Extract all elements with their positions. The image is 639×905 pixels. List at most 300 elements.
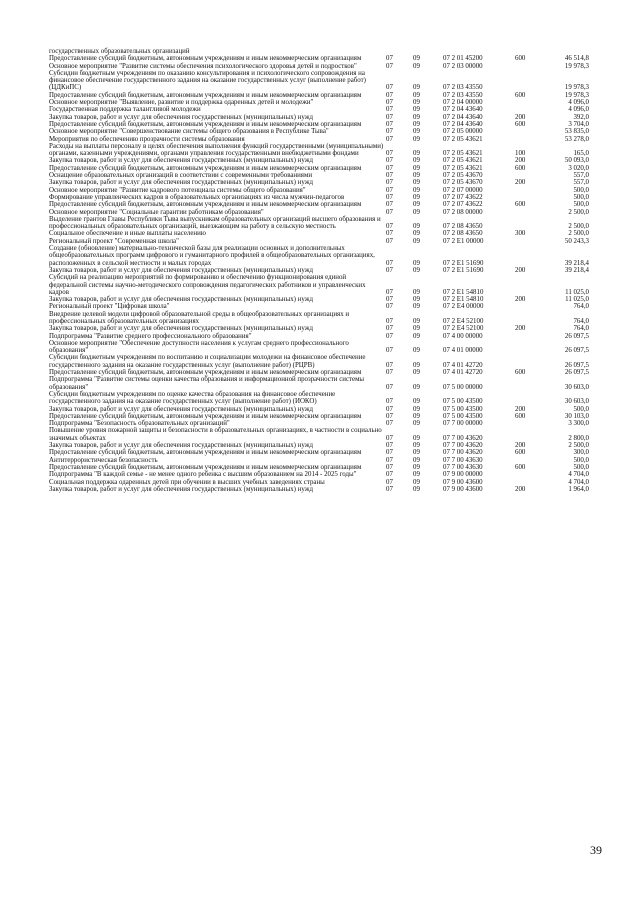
row-amount: 19 978,3 <box>564 84 589 92</box>
row-name: Закупка товаров, работ и услуг для обеспечения государственных (муниципальных) нужд <box>49 485 313 493</box>
row-section: 07 <box>386 303 393 311</box>
row-section: 07 <box>386 434 393 442</box>
row-subsection: 09 <box>413 434 420 442</box>
row-section: 07 <box>386 128 393 136</box>
row-name: Региональный проект "Цифровая школа" <box>49 303 170 311</box>
row-subsection: 09 <box>413 223 420 231</box>
row-amount: 300,0 <box>573 449 589 457</box>
row-amount: 26 097,5 <box>564 332 589 340</box>
row-name: Выделение грантов Главы Республики Тыва выпускникам образовательных организаций высшего образования и профессиональных образовательных организаций, выезжающим на работу в сельскую местность <box>49 215 381 231</box>
table-row <box>49 114 589 121</box>
row-section: 07 <box>386 120 393 128</box>
row-subsection: 09 <box>413 317 420 325</box>
row-subsection: 09 <box>413 420 420 428</box>
row-amount: 557,0 <box>573 172 589 180</box>
row-amount: 53 835,0 <box>564 128 589 136</box>
row-subsection: 09 <box>413 332 420 340</box>
row-subsection: 09 <box>413 128 420 136</box>
row-amount: 30 603,0 <box>564 398 589 406</box>
row-name: Антитеррористическая безопасность <box>49 456 158 464</box>
row-section: 07 <box>386 398 393 406</box>
row-amount: 4 704,0 <box>568 478 589 486</box>
row-name: Основное мероприятие "Обеспечение доступности населения к услугам среднего профессионального образования" <box>49 339 349 355</box>
table-row <box>49 238 589 245</box>
row-amount: 2 500,0 <box>568 442 589 450</box>
row-name: Основное мероприятие "Развитие кадрового потенциала системы общего образования" <box>49 186 306 194</box>
row-subsection: 09 <box>413 398 420 406</box>
row-name: Оснащение образовательных организаций в соответствии с современными требованиями <box>49 172 313 180</box>
row-target-article: 07 2 03 43550 <box>443 91 483 99</box>
row-expense-type: 200 <box>515 405 526 413</box>
row-target-article: 07 2 08 00000 <box>443 208 483 216</box>
row-target-article: 07 5 00 00000 <box>443 383 483 391</box>
row-target-article: 07 2 E1 51690 <box>443 259 484 267</box>
row-subsection: 09 <box>413 84 420 92</box>
row-amount: 1 964,0 <box>568 485 589 493</box>
table-row <box>49 479 589 486</box>
row-name: Предоставление субсидий бюджетным, автономным учреждениям и иным некоммерческим организациям <box>49 412 362 420</box>
row-target-article: 07 2 04 43640 <box>443 120 483 128</box>
row-amount: 2 800,0 <box>568 434 589 442</box>
row-amount: 26 097,5 <box>564 369 589 377</box>
row-section: 07 <box>386 55 393 63</box>
page-number: 39 <box>590 843 602 857</box>
row-section: 07 <box>386 485 393 493</box>
row-target-article: 07 2 04 43640 <box>443 106 483 114</box>
row-target-article: 07 2 05 00000 <box>443 128 483 136</box>
row-section: 07 <box>386 442 393 450</box>
row-target-article: 07 7 00 43630 <box>443 463 483 471</box>
row-amount: 26 097,5 <box>564 361 589 369</box>
table-row <box>49 48 589 55</box>
table-row <box>49 55 589 62</box>
row-target-article: 07 2 03 00000 <box>443 62 483 70</box>
table-row <box>49 296 589 303</box>
row-expense-type: 600 <box>515 91 526 99</box>
row-expense-type: 200 <box>515 325 526 333</box>
row-expense-type: 200 <box>515 179 526 187</box>
row-name: Мероприятия по обеспечению прозрачности системы образования <box>49 135 245 143</box>
row-amount: 46 514,8 <box>564 55 589 63</box>
row-section: 07 <box>386 135 393 143</box>
row-name: Субсидии бюджетным учреждениям по оценке качества образования на финансовое обеспечение государственного задания на оказание государственных услуг (выполнение работ) (ИОКО) <box>49 390 336 406</box>
row-section: 07 <box>386 405 393 413</box>
row-target-article: 07 2 E1 54810 <box>443 296 484 304</box>
row-subsection: 09 <box>413 193 420 201</box>
row-name: Подпрограмма "Безопасность образовательных организаций" <box>49 420 230 428</box>
row-section: 07 <box>386 157 393 165</box>
row-section: 07 <box>386 193 393 201</box>
row-amount: 4 096,0 <box>568 106 589 114</box>
row-target-article: 07 4 00 00000 <box>443 332 483 340</box>
row-target-article: 07 2 08 43650 <box>443 223 483 231</box>
row-subsection: 09 <box>413 135 420 143</box>
row-amount: 11 025,0 <box>565 296 589 304</box>
row-amount: 2 500,0 <box>568 223 589 231</box>
row-subsection: 09 <box>413 237 420 245</box>
row-amount: 50 243,3 <box>564 237 589 245</box>
row-name: Основное мероприятие "Совершенствование системы общего образования в Республике Тыва" <box>49 128 329 136</box>
table-row <box>49 128 589 135</box>
row-subsection: 09 <box>413 383 420 391</box>
table-row <box>49 333 589 340</box>
row-target-article: 07 9 00 43600 <box>443 478 483 486</box>
row-amount: 39 218,4 <box>564 266 589 274</box>
row-target-article: 07 5 00 43500 <box>443 405 483 413</box>
budget-table <box>49 48 589 493</box>
row-amount: 3 300,0 <box>568 420 589 428</box>
row-expense-type: 600 <box>515 201 526 209</box>
row-section: 07 <box>386 456 393 464</box>
row-section: 07 <box>386 259 393 267</box>
row-section: 07 <box>386 449 393 457</box>
row-section: 07 <box>386 369 393 377</box>
table-row <box>49 165 589 172</box>
row-section: 07 <box>386 420 393 428</box>
row-section: 07 <box>386 91 393 99</box>
row-subsection: 09 <box>413 91 420 99</box>
row-target-article: 07 2 E4 00000 <box>443 303 484 311</box>
row-name: Региональный проект "Современная школа" <box>49 237 179 245</box>
row-subsection: 09 <box>413 186 420 194</box>
row-name: Предоставление субсидий бюджетным, автономным учреждениям и иным некоммерческим организациям <box>49 91 362 99</box>
row-amount: 3 020,0 <box>568 164 589 172</box>
row-expense-type: 200 <box>515 485 526 493</box>
row-target-article: 07 2 05 43670 <box>443 172 483 180</box>
row-subsection: 09 <box>413 288 420 296</box>
row-subsection: 09 <box>413 471 420 479</box>
row-section: 07 <box>386 172 393 180</box>
row-amount: 500,0 <box>573 463 589 471</box>
row-target-article: 07 2 E1 51690 <box>443 266 484 274</box>
row-target-article: 07 2 03 43550 <box>443 84 483 92</box>
row-target-article: 07 2 05 43670 <box>443 179 483 187</box>
row-target-article: 07 9 00 43600 <box>443 485 483 493</box>
row-section: 07 <box>386 412 393 420</box>
table-row <box>49 216 589 231</box>
table-row <box>49 340 589 355</box>
row-name: Подпрограмма "Развитие среднего профессионального образования" <box>49 332 252 340</box>
row-subsection: 09 <box>413 55 420 63</box>
row-expense-type: 200 <box>515 113 526 121</box>
row-expense-type: 600 <box>515 449 526 457</box>
row-name: Субсидии бюджетным учреждениям по воспитанию и социализации молодежи на финансовое обеспечение государственного задания на оказание государственных услуг (выполнение работ) (РЦРВ) <box>49 354 366 369</box>
table-row <box>49 449 589 456</box>
row-amount: 30 103,0 <box>564 412 589 420</box>
row-name: Предоставление субсидий бюджетным, автономным учреждениям и иным некоммерческим организациям <box>49 120 362 128</box>
row-name: Основное мероприятие "Социальные гарантии работникам образования" <box>49 208 264 216</box>
row-subsection: 09 <box>413 208 420 216</box>
table-row <box>49 172 589 179</box>
table-row <box>49 406 589 413</box>
table-row <box>49 92 589 99</box>
row-amount: 165,0 <box>573 150 589 158</box>
row-subsection: 09 <box>413 405 420 413</box>
row-subsection: 09 <box>413 113 420 121</box>
row-amount: 2 500,0 <box>568 230 589 238</box>
row-amount: 764,0 <box>573 317 589 325</box>
row-section: 07 <box>386 332 393 340</box>
row-amount: 53 278,0 <box>564 135 589 143</box>
row-subsection: 09 <box>413 120 420 128</box>
row-target-article: 07 2 04 43640 <box>443 113 483 121</box>
row-target-article: 07 5 00 43500 <box>443 398 483 406</box>
row-target-article: 07 2 07 43622 <box>443 193 483 201</box>
row-target-article: 07 7 00 43620 <box>443 434 483 442</box>
row-subsection: 09 <box>413 266 420 274</box>
row-amount: 500,0 <box>573 186 589 194</box>
row-section: 07 <box>386 237 393 245</box>
row-name: Основное мероприятие "Развитие системы обеспечения психологического здоровья детей и подростков" <box>49 62 357 70</box>
row-expense-type: 200 <box>515 296 526 304</box>
row-subsection: 09 <box>413 201 420 209</box>
row-section: 07 <box>386 230 393 238</box>
row-section: 07 <box>386 62 393 70</box>
row-section: 07 <box>386 463 393 471</box>
table-row <box>49 303 589 310</box>
table-row <box>49 471 589 478</box>
row-amount: 500,0 <box>573 456 589 464</box>
row-expense-type: 100 <box>515 150 526 158</box>
row-amount: 764,0 <box>573 303 589 311</box>
row-name: Предоставление субсидий бюджетным, автономным учреждениям и иным некоммерческим организациям <box>49 55 362 63</box>
table-row <box>49 194 589 201</box>
row-section: 07 <box>386 383 393 391</box>
row-subsection: 09 <box>413 230 420 238</box>
row-amount: 26 097,5 <box>564 347 589 355</box>
table-row <box>49 179 589 186</box>
row-section: 07 <box>386 361 393 369</box>
row-target-article: 07 7 00 43620 <box>443 449 483 457</box>
row-subsection: 09 <box>413 347 420 355</box>
row-name: Формирование управленческих кадров в образовательных организациях из числа мужчин-педагогов <box>49 193 345 201</box>
row-name: Закупка товаров, работ и услуг для обеспечения государственных (муниципальных) нужд <box>49 296 313 304</box>
table-row <box>49 442 589 449</box>
row-section: 07 <box>386 99 393 107</box>
row-target-article: 07 4 01 42720 <box>443 369 483 377</box>
table-row <box>49 354 589 369</box>
row-section: 07 <box>386 84 393 92</box>
row-section: 07 <box>386 478 393 486</box>
row-subsection: 09 <box>413 99 420 107</box>
row-name: Предоставление субсидий бюджетным, автономным учреждениям и иным некоммерческим организациям <box>49 463 362 471</box>
row-target-article: 07 2 04 00000 <box>443 99 483 107</box>
row-name: Закупка товаров, работ и услуг для обеспечения государственных (муниципальных) нужд <box>49 266 313 274</box>
row-target-article: 07 7 00 00000 <box>443 420 483 428</box>
row-section: 07 <box>386 471 393 479</box>
table-row <box>49 245 589 267</box>
row-name: Закупка товаров, работ и услуг для обеспечения государственных (муниципальных) нужд <box>49 325 313 333</box>
row-subsection: 09 <box>413 164 420 172</box>
row-amount: 392,0 <box>573 113 589 121</box>
row-amount: 50 093,0 <box>564 157 589 165</box>
row-subsection: 09 <box>413 106 420 114</box>
table-row <box>49 376 589 391</box>
row-target-article: 07 2 07 43622 <box>443 201 483 209</box>
row-name: Субсидий на реализацию мероприятий по формированию и обеспечению функционирования единой федеральной системы научно-методического сопровождения педагогических работников и управленческих кадров <box>49 274 366 296</box>
row-target-article: 07 4 01 00000 <box>443 347 483 355</box>
row-expense-type: 600 <box>515 463 526 471</box>
table-row <box>49 157 589 164</box>
row-amount: 4 096,0 <box>568 99 589 107</box>
table-row <box>49 99 589 106</box>
row-section: 07 <box>386 201 393 209</box>
row-subsection: 09 <box>413 325 420 333</box>
row-section: 07 <box>386 347 393 355</box>
row-expense-type: 600 <box>515 55 526 63</box>
row-target-article: 07 2 E1 54810 <box>443 288 484 296</box>
row-subsection: 09 <box>413 361 420 369</box>
row-name: Закупка товаров, работ и услуг для обеспечения государственных (муниципальных) нужд <box>49 179 313 187</box>
row-amount: 4 704,0 <box>568 471 589 479</box>
row-target-article: 07 2 E4 52100 <box>443 317 484 325</box>
row-section: 07 <box>386 288 393 296</box>
row-subsection: 09 <box>413 442 420 450</box>
row-name: Подпрограмма "Развитие системы оценки качества образования и информационной прозрачности системы образования" <box>49 376 365 391</box>
row-target-article: 07 2 E4 52100 <box>443 325 484 333</box>
table-row <box>49 413 589 420</box>
row-name: Подпрограмма "В каждой семье - не менее одного ребенка с высшим образованием на 2014 - 2025 годы" <box>49 471 357 479</box>
row-amount: 30 603,0 <box>564 383 589 391</box>
row-section: 07 <box>386 113 393 121</box>
table-row <box>49 391 589 406</box>
row-target-article: 07 2 05 43621 <box>443 157 483 165</box>
row-name: Повышение уровня пожарной защиты и безопасности в образовательных организациях, в частности в социально значимых объектах <box>49 427 382 442</box>
table-row <box>49 325 589 332</box>
row-expense-type: 200 <box>515 157 526 165</box>
row-target-article: 07 2 08 43650 <box>443 230 483 238</box>
row-name: Расходы на выплаты персоналу в целях обеспечения выполнения функций государственными (муниципальными) органами, казенными учреждениями, органами управления государственными внебюджетными фондами <box>49 142 384 158</box>
row-subsection: 09 <box>413 296 420 304</box>
table-row <box>49 369 589 376</box>
row-name: Предоставление субсидий бюджетным, автономным учреждениям и иным некоммерческим организациям <box>49 201 362 209</box>
row-amount: 19 978,3 <box>564 91 589 99</box>
table-row <box>49 420 589 427</box>
row-section: 07 <box>386 296 393 304</box>
row-name: Субсидии бюджетным учреждениям по оказанию консультирования и психологического сопровождения на финансовое обеспечение государственного задания на оказание государственных услуг (выполнение работ) (ЦДКиПС) <box>49 69 366 92</box>
row-target-article: 07 2 E1 00000 <box>443 237 484 245</box>
table-row <box>49 311 589 326</box>
row-amount: 11 025,0 <box>565 288 589 296</box>
row-section: 07 <box>386 317 393 325</box>
table-row <box>49 143 589 158</box>
table-row <box>49 230 589 237</box>
row-name: Закупка товаров, работ и услуг для обеспечения государственных (муниципальных) нужд <box>49 442 313 450</box>
row-subsection: 09 <box>413 456 420 464</box>
table-row <box>49 486 589 493</box>
table-row <box>49 464 589 471</box>
row-section: 07 <box>386 223 393 231</box>
table-row <box>49 274 589 296</box>
row-amount: 500,0 <box>573 201 589 209</box>
row-target-article: 07 2 01 45200 <box>443 55 483 63</box>
table-row <box>49 457 589 464</box>
row-amount: 2 500,0 <box>568 208 589 216</box>
row-section: 07 <box>386 164 393 172</box>
row-amount: 557,0 <box>573 179 589 187</box>
table-row <box>49 121 589 128</box>
row-target-article: 07 2 05 43621 <box>443 164 483 172</box>
row-expense-type: 600 <box>515 120 526 128</box>
table-row <box>49 106 589 113</box>
table-row <box>49 267 589 274</box>
row-name: Закупка товаров, работ и услуг для обеспечения государственных (муниципальных) нужд <box>49 405 313 413</box>
row-expense-type: 300 <box>515 230 526 238</box>
row-expense-type: 600 <box>515 164 526 172</box>
row-target-article: 07 2 05 43621 <box>443 135 483 143</box>
row-subsection: 09 <box>413 369 420 377</box>
row-target-article: 07 5 00 43500 <box>443 412 483 420</box>
row-subsection: 09 <box>413 259 420 267</box>
row-subsection: 09 <box>413 303 420 311</box>
row-amount: 39 218,4 <box>564 259 589 267</box>
table-row <box>49 136 589 143</box>
row-section: 07 <box>386 186 393 194</box>
table-row <box>49 187 589 194</box>
row-expense-type: 200 <box>515 442 526 450</box>
row-section: 07 <box>386 325 393 333</box>
row-subsection: 09 <box>413 485 420 493</box>
row-name: Основное мероприятие "Выявление, развитие и поддержка одаренных детей и молодежи" <box>49 99 314 107</box>
row-name: Предоставление субсидий бюджетным, автономным учреждениям и иным некоммерческим организациям <box>49 449 362 457</box>
row-section: 07 <box>386 106 393 114</box>
row-name: Внедрение целевой модели цифровой образовательной среды в общеобразовательных организациях и профессиональных образовательных организациях <box>49 310 350 325</box>
row-amount: 500,0 <box>573 193 589 201</box>
row-target-article: 07 7 00 43630 <box>443 456 483 464</box>
row-subsection: 09 <box>413 449 420 457</box>
row-subsection: 09 <box>413 62 420 70</box>
row-amount: 764,0 <box>573 325 589 333</box>
row-target-article: 07 2 05 43621 <box>443 150 483 158</box>
row-expense-type: 600 <box>515 412 526 420</box>
row-target-article: 07 4 01 42720 <box>443 361 483 369</box>
row-name: Социальное обеспечение и иные выплаты населению <box>49 230 206 238</box>
row-subsection: 09 <box>413 172 420 180</box>
row-name: Закупка товаров, работ и услуг для обеспечения государственных (муниципальных) нужд <box>49 113 313 121</box>
table-row <box>49 63 589 70</box>
row-subsection: 09 <box>413 150 420 158</box>
table-row <box>49 209 589 216</box>
row-target-article: 07 9 00 00000 <box>443 471 483 479</box>
row-subsection: 09 <box>413 157 420 165</box>
row-name: Предоставление субсидий бюджетным, автономным учреждениям и иным некоммерческим организациям <box>49 164 362 172</box>
row-name: Государственная поддержка талантливой молодежи <box>49 106 201 114</box>
row-section: 07 <box>386 266 393 274</box>
row-name: государственных образовательных организаций <box>49 48 190 55</box>
row-section: 07 <box>386 150 393 158</box>
row-section: 07 <box>386 179 393 187</box>
row-subsection: 09 <box>413 179 420 187</box>
row-amount: 3 704,0 <box>568 120 589 128</box>
row-target-article: 07 7 00 43620 <box>443 442 483 450</box>
row-expense-type: 600 <box>515 369 526 377</box>
row-subsection: 09 <box>413 463 420 471</box>
row-subsection: 09 <box>413 478 420 486</box>
row-target-article: 07 2 07 00000 <box>443 186 483 194</box>
table-row <box>49 70 589 92</box>
row-subsection: 09 <box>413 412 420 420</box>
row-amount: 500,0 <box>573 405 589 413</box>
row-name: Предоставление субсидий бюджетным, автономным учреждениям и иным некоммерческим организациям <box>49 369 362 377</box>
table-row <box>49 427 589 442</box>
row-name: Закупка товаров, работ и услуг для обеспечения государственных (муниципальных) нужд <box>49 157 313 165</box>
row-expense-type: 200 <box>515 266 526 274</box>
table-row <box>49 201 589 208</box>
row-section: 07 <box>386 208 393 216</box>
row-name: Социальная поддержка одаренных детей при обучении в высших учебных заведениях страны <box>49 478 325 486</box>
row-amount: 19 978,3 <box>564 62 589 70</box>
row-name: Создание (обновление) материально-технической базы для реализации основных и дополнительных общеобразовательных программ цифрового и гуманитарного профилей в общеобразовательных организациях, расположенных в сельской местности и малых городах <box>49 245 375 267</box>
